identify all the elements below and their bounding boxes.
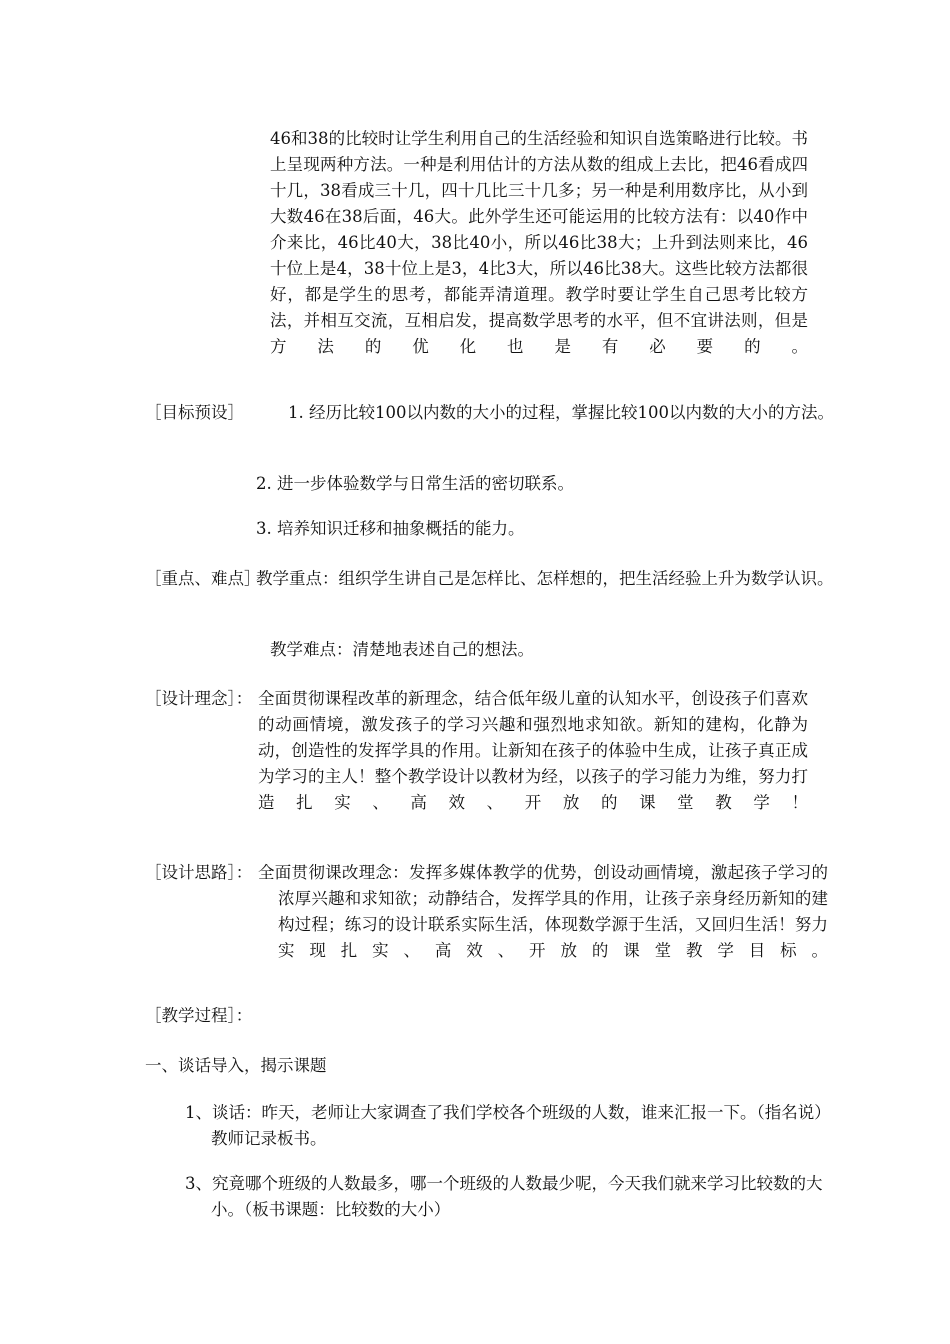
design-idea-body: 全面贯彻课改理念：发挥多媒体教学的优势，创设动画情境，激起孩子学习的浓厚兴趣和求知欲；动静结合，发挥学具的作用，让孩子亲身经历新知的建构过程；练习的设计联系实际生活，体现数学源于生活，又回归生活！努力实现扎实、高效、开放的课堂教学目标。 <box>258 863 828 960</box>
section-1-heading: 一、谈话导入，揭示课题 <box>145 1056 327 1075</box>
goal-item-2 <box>256 471 808 497</box>
design-concept-label: ［设计理念］： <box>145 689 253 708</box>
teaching-focus-text: 教学重点：组织学生讲自己是怎样比、怎样想的，把生活经验上升为数学认识。 <box>256 569 834 588</box>
goal-item-1-text: 1. 经历比较100以内数的大小的过程，掌握比较100以内数的大小的方法。 <box>288 403 834 422</box>
goal-item-1 <box>256 400 840 426</box>
key-points-label: ［重点、难点］ <box>145 569 261 588</box>
section-1-step-1-text: 1、谈话：昨天，老师让大家调查了我们学校各个班级的人数，谁来汇报一下。（指名说）教师记录板书。 <box>185 1103 831 1148</box>
goal-item-2-text: 2. 进一步体验数学与日常生活的密切联系。 <box>256 474 574 493</box>
goals-label: ［目标预设］ <box>145 403 244 422</box>
design-concept-text <box>258 686 808 842</box>
section-1-step-3 <box>185 1171 834 1223</box>
teaching-difficulty <box>270 637 808 663</box>
design-idea-label: ［设计思路］： <box>145 863 253 882</box>
teaching-focus <box>256 566 896 592</box>
section-1-step-3-text: 3、究竟哪个班级的人数最多，哪一个班级的人数最少呢，今天我们就来学习比较数的大小。（板书课题：比较数的大小） <box>185 1174 823 1219</box>
section-1-step-1 <box>185 1100 834 1152</box>
design-concept-body: 全面贯彻课程改革的新理念，结合低年级儿童的认知水平，创设孩子们喜欢的动画情境，激发孩子的学习兴趣和强烈地求知欲。新知的建构，化静为动，创造性的发挥学具的作用。让新知在孩子的体验中生成，让孩子真正成为学习的主人！整个教学设计以教材为经，以孩子的学习能力为维，努力打造扎实、高效、开放的课堂教学！ <box>258 689 808 812</box>
goal-item-3-text: 3. 培养知识迁移和抽象概括的能力。 <box>256 519 525 538</box>
intro-text: 46和38的比较时让学生利用自己的生活经验和知识自选策略进行比较。书上呈现两种方法。一种是利用估计的方法从数的组成上去比，把46看成四十几，38看成三十几，四十几比三十几多；另一种是利用数序比，从小到大数46在38后面，46大。此外学生还可能运用的比较方法有：以40作中介来比，46比40大，38比40小，所以46比38大；上升到法则来比，46十位上是4，38十位上是3，4比3大，所以46比38大。这些比较方法都很好，都是学生的思考，都能弄清道理。教学时要让学生自己思考比较方法，并相互交流，互相启发，提高数学思考的水平，但不宜讲法则，但是方法的优化也是有必要的。 <box>270 129 808 356</box>
intro-paragraph <box>270 126 808 386</box>
teaching-process-label: ［教学过程］： <box>145 1006 253 1025</box>
teaching-difficulty-text: 教学难点：清楚地表述自己的想法。 <box>270 640 534 659</box>
goal-item-3 <box>256 516 808 542</box>
design-idea-text <box>258 860 828 990</box>
